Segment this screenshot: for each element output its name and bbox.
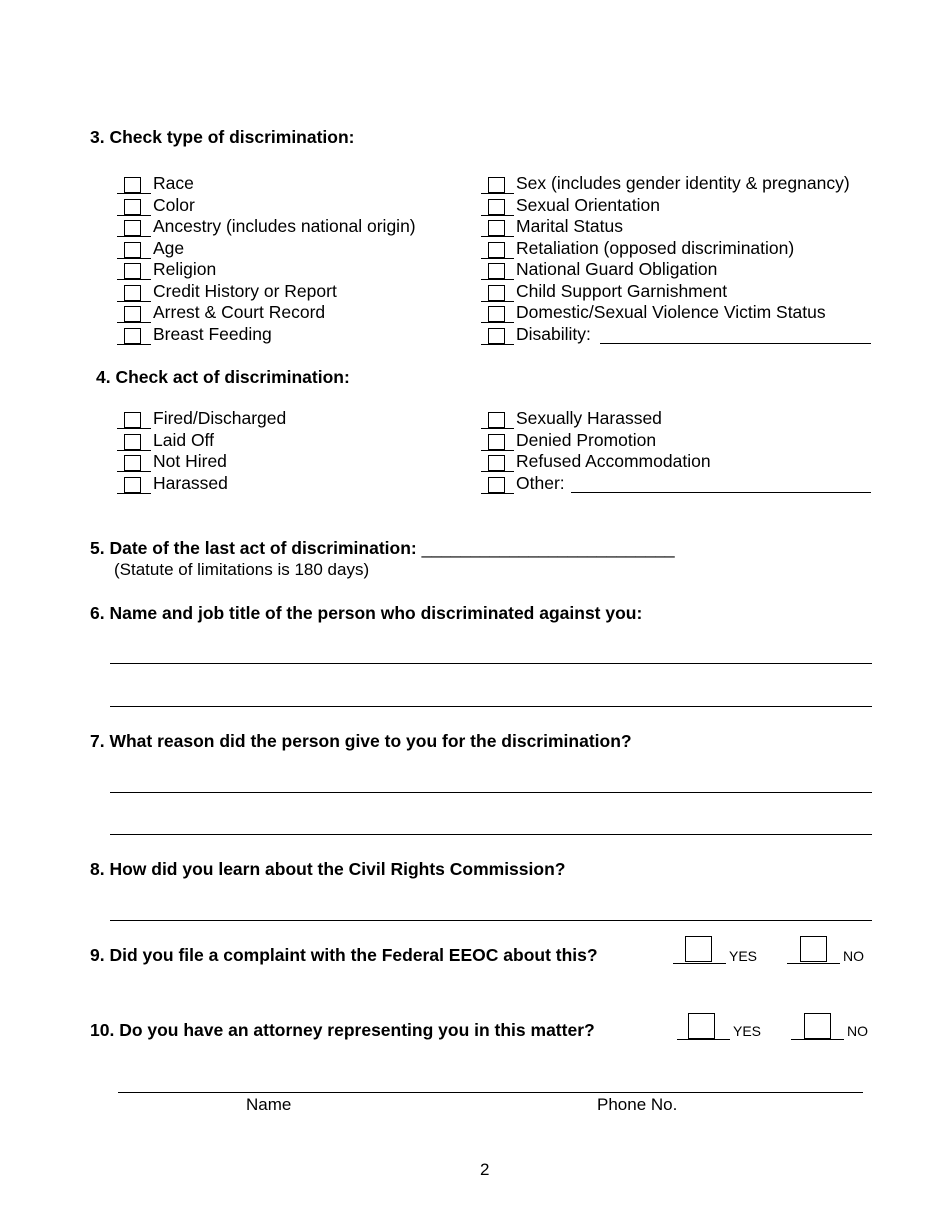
- q4-right-option-checkbox-underline: [481, 450, 514, 451]
- page-number: 2: [480, 1160, 490, 1179]
- q3-left-option-checkbox-underline: [117, 193, 151, 194]
- q3-right-option-checkbox[interactable]: [488, 242, 505, 258]
- q4-right-option-label: Refused Accommodation: [516, 451, 711, 471]
- q5-note: (Statute of limitations is 180 days): [114, 560, 370, 579]
- q9-no-underline: [787, 963, 840, 964]
- q3-right-option-checkbox-underline: [481, 236, 514, 237]
- q3-left-option-checkbox[interactable]: [124, 306, 141, 322]
- q3-right-option-label: National Guard Obligation: [516, 259, 718, 279]
- q4-left-option-checkbox-underline: [117, 450, 151, 451]
- q3-left-option-checkbox[interactable]: [124, 263, 141, 279]
- q9-yes-underline: [673, 963, 726, 964]
- q3-right-option-checkbox[interactable]: [488, 177, 505, 193]
- q3-right-option-checkbox-underline: [481, 322, 514, 323]
- q4-left-option-checkbox-underline: [117, 493, 151, 494]
- q4-right-option-checkbox[interactable]: [488, 434, 505, 450]
- q7-title: 7. What reason did the person give to you for the discrimination?: [90, 731, 632, 751]
- q3-left-option-checkbox-underline: [117, 215, 151, 216]
- q3-left-option-checkbox-underline: [117, 322, 151, 323]
- q4-left-option-label: Fired/Discharged: [153, 408, 287, 428]
- q3-left-option-label: Age: [153, 237, 185, 258]
- q4-right-option-label: Sexually Harassed: [516, 408, 662, 428]
- q4-left-option-label: Not Hired: [153, 451, 227, 471]
- q6-answer-line-1[interactable]: [110, 663, 872, 664]
- q10-yes-label: YES: [733, 1023, 762, 1039]
- q3-right-option-checkbox-underline: [481, 258, 514, 259]
- q3-right-option-label: Retaliation (opposed discrimination): [516, 237, 795, 258]
- q4-left-option-checkbox[interactable]: [124, 412, 141, 428]
- q8-answer-line[interactable]: [110, 920, 872, 921]
- q3-right-option-label: Sex (includes gender identity & pregnancy): [516, 173, 850, 193]
- q3-right-option-checkbox[interactable]: [488, 263, 505, 279]
- q3-right-option-checkbox[interactable]: [488, 285, 505, 301]
- q10-yes-underline: [677, 1039, 730, 1040]
- q3-right-option-label: Disability:: [516, 323, 591, 344]
- q10-no-label: NO: [847, 1023, 868, 1039]
- q9-title: 9. Did you file a complaint with the Federal EEOC about this?: [90, 945, 598, 965]
- q3-right-option-checkbox-underline: [481, 301, 514, 302]
- q3-left-option-checkbox-underline: [117, 236, 151, 237]
- q10-title: 10. Do you have an attorney representing you in this matter?: [90, 1020, 595, 1040]
- name-label: Name: [246, 1095, 292, 1114]
- date-blank[interactable]: __________________________: [421, 538, 675, 558]
- q9-no-checkbox[interactable]: [800, 936, 827, 962]
- q3-right-option-checkbox-underline: [481, 344, 514, 345]
- q4-right-option-checkbox[interactable]: [488, 455, 505, 471]
- q3-left-option-label: Arrest & Court Record: [153, 302, 326, 322]
- q3-left-option-checkbox[interactable]: [124, 199, 141, 215]
- q4-left-option-label: Laid Off: [153, 429, 214, 450]
- q10-no-underline: [791, 1039, 844, 1040]
- q3-left-option-checkbox[interactable]: [124, 220, 141, 236]
- q8-title: 8. How did you learn about the Civil Rights Commission?: [90, 859, 566, 879]
- q4-right-option-checkbox-underline: [481, 471, 514, 472]
- q3-left-option-checkbox-underline: [117, 301, 151, 302]
- q3-left-option-checkbox-underline: [117, 258, 151, 259]
- q4-left-option-checkbox[interactable]: [124, 477, 141, 493]
- q3-left-option-label: Color: [153, 194, 195, 215]
- q4-left-option-label: Harassed: [153, 472, 228, 493]
- q3-right-option-checkbox-underline: [481, 279, 514, 280]
- q5-label: 5. Date of the last act of discrimination:: [90, 538, 417, 558]
- q5-title: [90, 538, 675, 559]
- q4-left-option-checkbox[interactable]: [124, 455, 141, 471]
- q3-left-option-checkbox[interactable]: [124, 328, 141, 344]
- q3-left-option-checkbox[interactable]: [124, 242, 141, 258]
- q3-right-option-label: Domestic/Sexual Violence Victim Status: [516, 302, 826, 322]
- phone-label: Phone No.: [597, 1095, 678, 1114]
- q3-left-option-label: Race: [153, 173, 194, 193]
- q9-no-label: NO: [843, 948, 864, 964]
- q3-title: 3. Check type of discrimination:: [90, 127, 355, 147]
- q7-answer-line-1[interactable]: [110, 792, 872, 793]
- q3-right-option-checkbox[interactable]: [488, 328, 505, 344]
- disability-write-in-line[interactable]: [600, 343, 871, 344]
- q7-answer-line-2[interactable]: [110, 834, 872, 835]
- q9-yes-checkbox[interactable]: [685, 936, 712, 962]
- q3-left-option-checkbox-underline: [117, 279, 151, 280]
- q4-right-option-label: Other:: [516, 472, 565, 493]
- q3-left-option-checkbox-underline: [117, 344, 151, 345]
- q3-right-option-checkbox[interactable]: [488, 306, 505, 322]
- q6-answer-line-2[interactable]: [110, 706, 872, 707]
- q4-left-option-checkbox-underline: [117, 428, 151, 429]
- q3-left-option-label: Breast Feeding: [153, 323, 272, 344]
- other-write-in-line[interactable]: [571, 492, 871, 493]
- q3-left-option-label: Religion: [153, 259, 217, 279]
- q4-left-option-checkbox-underline: [117, 471, 151, 472]
- q4-right-option-label: Denied Promotion: [516, 429, 657, 450]
- q10-yes-checkbox[interactable]: [688, 1013, 715, 1039]
- q3-right-option-checkbox[interactable]: [488, 220, 505, 236]
- q4-right-option-checkbox-underline: [481, 428, 514, 429]
- q10-no-checkbox[interactable]: [804, 1013, 831, 1039]
- q6-title: 6. Name and job title of the person who discriminated against you:: [90, 603, 643, 623]
- q3-left-option-checkbox[interactable]: [124, 285, 141, 301]
- q4-left-option-checkbox[interactable]: [124, 434, 141, 450]
- q3-right-option-label: Child Support Garnishment: [516, 280, 728, 301]
- q3-left-option-label: Ancestry (includes national origin): [153, 216, 416, 236]
- q3-right-option-checkbox[interactable]: [488, 199, 505, 215]
- q3-left-option-checkbox[interactable]: [124, 177, 141, 193]
- q4-right-option-checkbox[interactable]: [488, 477, 505, 493]
- q3-right-option-label: Marital Status: [516, 216, 623, 236]
- q9-yes-label: YES: [729, 948, 758, 964]
- q4-title: 4. Check act of discrimination:: [96, 367, 350, 387]
- q3-right-option-label: Sexual Orientation: [516, 194, 660, 215]
- q3-left-option-label: Credit History or Report: [153, 280, 337, 301]
- name-phone-line[interactable]: [118, 1092, 863, 1093]
- q4-right-option-checkbox-underline: [481, 493, 514, 494]
- q4-right-option-checkbox[interactable]: [488, 412, 505, 428]
- q3-right-option-checkbox-underline: [481, 215, 514, 216]
- q3-right-option-checkbox-underline: [481, 193, 514, 194]
